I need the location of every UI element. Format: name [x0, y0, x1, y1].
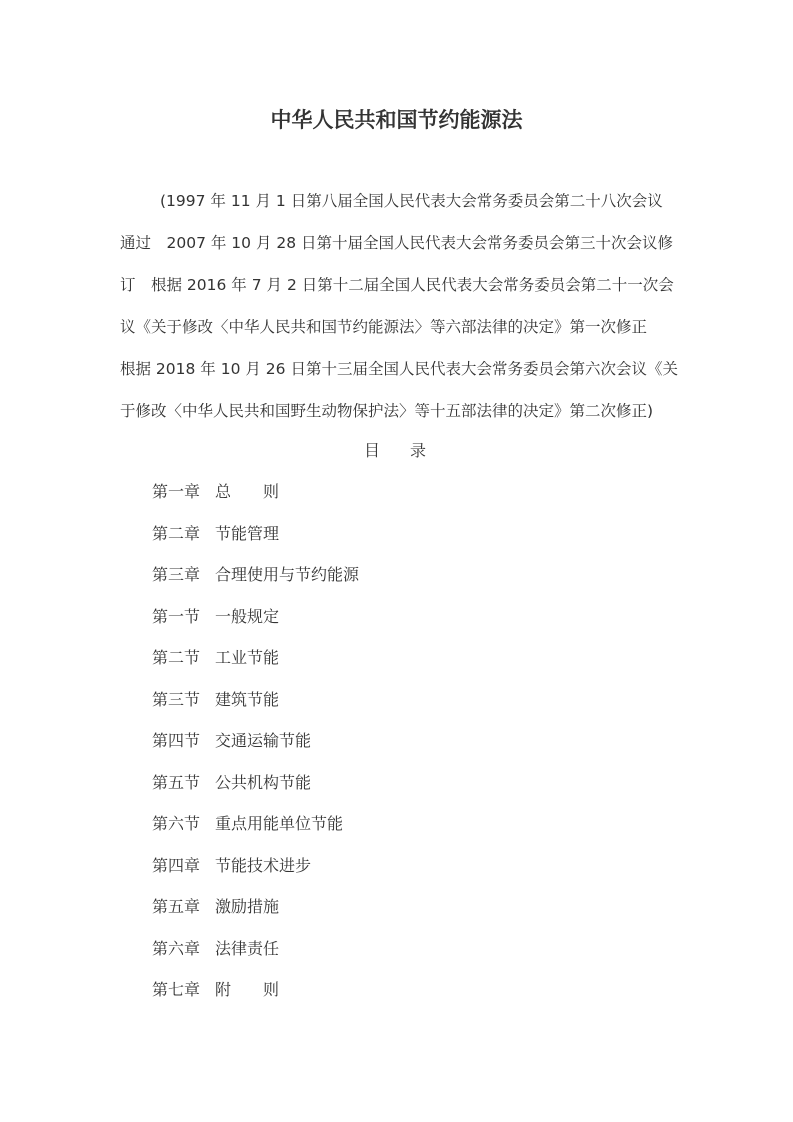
toc-item-title: 公共机构节能	[215, 772, 312, 792]
history-line: 根据 2018 年 10 月 26 日第十三届全国人民代表大会常务委员会第六次会议《关	[120, 360, 678, 378]
toc-item-title: 法律责任	[215, 938, 280, 958]
document-title: 中华人民共和国节约能源法	[270, 108, 523, 132]
table-of-contents	[152, 479, 652, 1019]
toc-item	[152, 853, 652, 895]
toc-item-number: 第四节	[152, 731, 201, 750]
toc-item-number: 第六章	[152, 938, 201, 958]
toc-item-title: 合理使用与节约能源	[215, 565, 360, 584]
toc-item-title: 重点用能单位节能	[215, 814, 344, 833]
toc-item-title: 总 则	[215, 482, 280, 501]
history-line: 订 根据 2016 年 7 月 2 日第十二届全国人民代表大会常务委员会第二十一次会	[120, 276, 674, 294]
toc-item-number: 第三章	[152, 565, 201, 584]
legislative-history	[120, 187, 676, 439]
toc-item	[152, 562, 652, 604]
toc-item-title: 节能技术进步	[215, 855, 312, 875]
toc-item-title: 节能管理	[215, 523, 280, 543]
history-line: (1997 年 11 月 1 日第八届全国人民代表大会常务委员会第二十八次会议	[160, 192, 663, 210]
toc-item-number: 第二节	[152, 648, 201, 667]
history-line: 于修改〈中华人民共和国野生动物保护法〉等十五部法律的决定》第二次修正)	[120, 402, 654, 420]
toc-item-title: 交通运输节能	[215, 731, 312, 750]
history-line: 通过 2007 年 10 月 28 日第十届全国人民代表大会常务委员会第三十次会议修	[120, 234, 674, 252]
toc-item	[152, 894, 652, 936]
toc-item	[152, 936, 652, 978]
toc-item	[152, 811, 652, 853]
toc-item-title: 一般规定	[215, 606, 280, 626]
toc-heading-left: 目	[364, 441, 381, 460]
toc-item-title: 激励措施	[215, 897, 280, 916]
toc-heading	[364, 439, 426, 463]
history-line: 议《关于修改〈中华人民共和国节约能源法〉等六部法律的决定》第一次修正	[120, 318, 648, 336]
toc-item	[152, 728, 652, 770]
toc-item-title: 附 则	[215, 980, 280, 999]
toc-item-number: 第一节	[152, 606, 201, 626]
toc-item-number: 第七章	[152, 980, 201, 999]
toc-item	[152, 977, 652, 1019]
toc-item	[152, 645, 652, 687]
toc-item	[152, 687, 652, 729]
toc-item-number: 第六节	[152, 814, 201, 833]
toc-item-number: 第五节	[152, 772, 201, 792]
toc-item-title: 建筑节能	[215, 689, 280, 709]
toc-item	[152, 604, 652, 646]
toc-item	[152, 770, 652, 812]
toc-item-number: 第一章	[152, 482, 201, 501]
toc-item	[152, 521, 652, 563]
toc-item-number: 第三节	[152, 689, 201, 709]
toc-item-number: 第四章	[152, 855, 201, 875]
toc-item-number: 第二章	[152, 523, 201, 543]
toc-item-title: 工业节能	[215, 648, 280, 667]
toc-heading-right: 录	[410, 441, 427, 460]
toc-item-number: 第五章	[152, 897, 201, 916]
toc-item	[152, 479, 652, 521]
